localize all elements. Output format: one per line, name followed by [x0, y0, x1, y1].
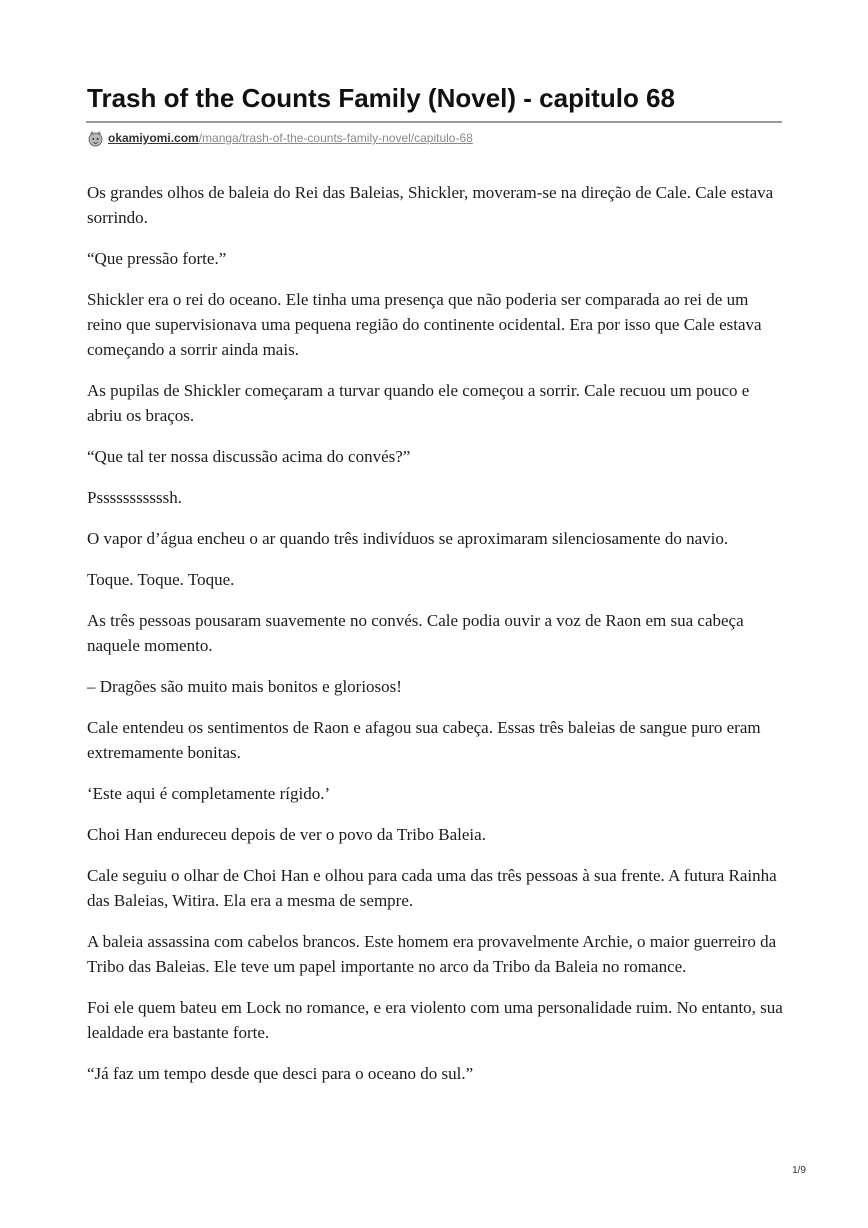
- title-divider: [86, 121, 782, 123]
- paragraph: ‘Este aqui é completamente rígido.’: [87, 784, 331, 803]
- paragraph: – Dragões são muito mais bonitos e gloriosos!: [87, 677, 402, 696]
- article-body: [87, 180, 787, 1102]
- source-path-link[interactable]: /manga/trash-of-the-counts-family-novel/capitulo-68: [198, 131, 473, 145]
- paragraph: Toque. Toque. Toque.: [87, 570, 235, 589]
- page-number: 1/9: [792, 1165, 806, 1176]
- paragraph: Choi Han endureceu depois de ver o povo da Tribo Baleia.: [87, 825, 486, 844]
- paragraph: Shickler era o rei do oceano. Ele tinha uma presença que não poderia ser comparada ao rei de um reino que supervisionava uma pequena região do continente ocidental. Era por isso que Cale estava começando a sorrir ainda mais.: [87, 290, 762, 359]
- source-domain-link[interactable]: okamiyomi.com: [108, 131, 199, 145]
- paragraph: Cale entendeu os sentimentos de Raon e afagou sua cabeça. Essas três baleias de sangue puro eram extremamente bonitas.: [87, 718, 761, 762]
- paragraph: O vapor d’água encheu o ar quando três indivíduos se aproximaram silenciosamente do navio.: [87, 529, 729, 548]
- paragraph: “Já faz um tempo desde que desci para o oceano do sul.”: [87, 1064, 474, 1083]
- paragraph: “Que tal ter nossa discussão acima do convés?”: [87, 447, 411, 466]
- paragraph: Cale seguiu o olhar de Choi Han e olhou para cada uma das três pessoas à sua frente. A futura Rainha das Baleias, Witira. Ela era a mesma de sempre.: [87, 866, 777, 910]
- wolf-favicon-icon: [87, 130, 104, 147]
- paragraph: Psssssssssssh.: [87, 488, 182, 507]
- paragraph: As pupilas de Shickler começaram a turvar quando ele começou a sorrir. Cale recuou um pouco e abriu os braços.: [87, 381, 750, 425]
- paragraph: Foi ele quem bateu em Lock no romance, e era violento com uma personalidade ruim. No entanto, sua lealdade era bastante forte.: [87, 998, 783, 1042]
- source-line: [87, 128, 473, 148]
- paragraph: “Que pressão forte.”: [87, 249, 227, 268]
- paragraph: A baleia assassina com cabelos brancos. Este homem era provavelmente Archie, o maior guerreiro da Tribo das Baleias. Ele teve um papel importante no arco da Tribo da Baleia no romance.: [87, 932, 777, 976]
- paragraph: As três pessoas pousaram suavemente no convés. Cale podia ouvir a voz de Raon em sua cabeça naquele momento.: [87, 611, 744, 655]
- page-title: Trash of the Counts Family (Novel) - capitulo 68: [87, 83, 675, 113]
- paragraph: Os grandes olhos de baleia do Rei das Baleias, Shickler, moveram-se na direção de Cale. Cale estava sorrindo.: [87, 183, 774, 227]
